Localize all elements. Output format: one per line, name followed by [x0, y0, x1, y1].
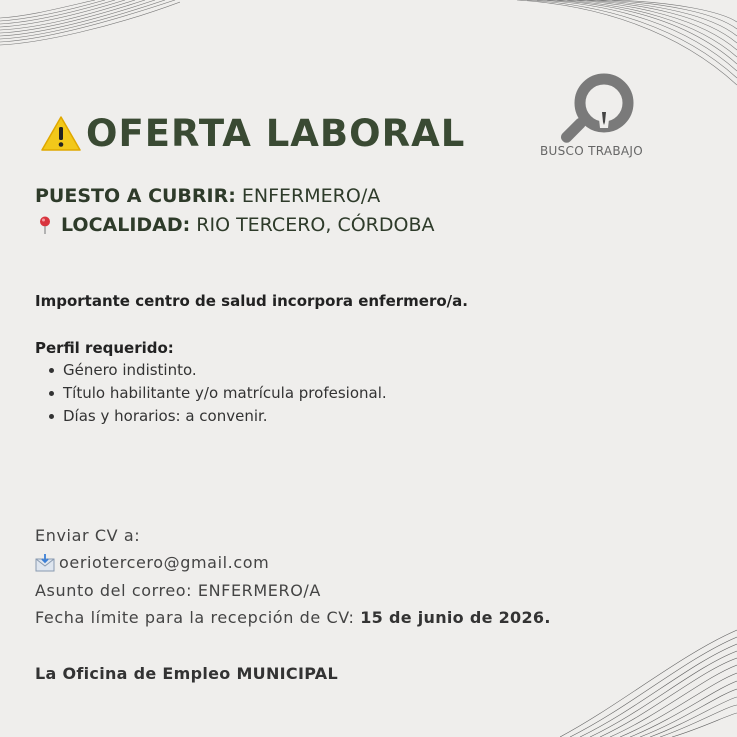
deadline-label: Fecha límite para la recepción de CV: [35, 608, 355, 627]
decorative-lines-bottom-right [560, 625, 737, 737]
position-line [35, 185, 380, 207]
profile-heading: Perfil requerido: [35, 339, 174, 357]
requirements-list [35, 359, 387, 428]
pin-icon [35, 215, 55, 235]
deadline-line [35, 608, 551, 627]
position-label: PUESTO A CUBRIR: [35, 185, 236, 207]
warning-icon [40, 115, 82, 153]
position-value: ENFERMERO/A [241, 185, 381, 207]
location-line [35, 214, 434, 236]
office-name: La Oficina de Empleo MUNICIPAL [35, 664, 338, 683]
title-row [40, 112, 465, 155]
location-value: RIO TERCERO, CÓRDOBA [196, 214, 435, 236]
logo-text: BUSCO TRABAJO [540, 144, 643, 158]
email-line [35, 553, 269, 572]
deadline-value: 15 de junio de 2026. [360, 608, 551, 627]
send-cv-label: Enviar CV a: [35, 526, 141, 545]
list-item: Género indistinto. [35, 359, 387, 382]
envelope-icon [35, 554, 55, 572]
list-item: Días y horarios: a convenir. [35, 405, 387, 428]
location-label: LOCALIDAD: [61, 214, 191, 236]
intro-text: Importante centro de salud incorpora enfermero/a. [35, 292, 468, 310]
decorative-lines-top-left [0, 0, 180, 50]
list-item: Título habilitante y/o matrícula profesional. [35, 382, 387, 405]
email-address[interactable]: oeriotercero@gmail.com [59, 553, 270, 572]
page-title: OFERTA LABORAL [86, 112, 466, 155]
email-subject: Asunto del correo: ENFERMERO/A [35, 581, 321, 600]
